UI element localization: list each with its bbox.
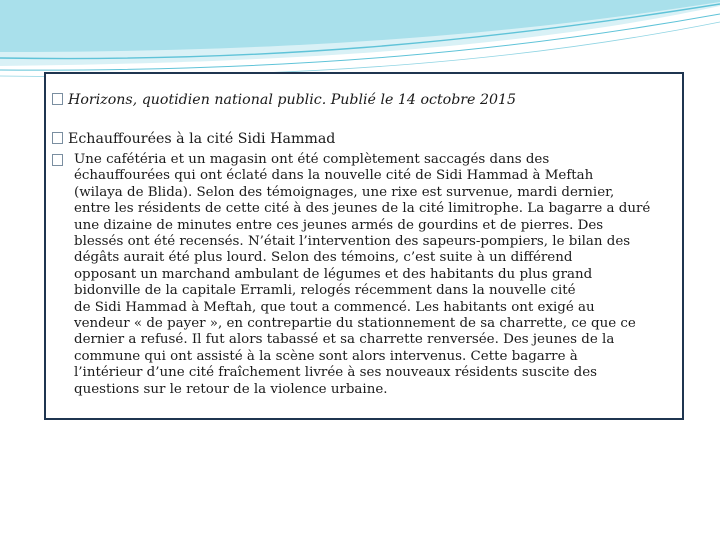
body-line: bidonville de la capitale Erramli, relogés récemment dans la nouvelle cité bbox=[74, 283, 576, 299]
body-line: dégâts aurait été plus lourd. Selon des témoins, c’est suite à un différend bbox=[74, 250, 573, 266]
body-line: entre les résidents de cette cité à des jeunes de la cité limitrophe. La bagarre a duré bbox=[74, 201, 651, 217]
body-line: vendeur « de payer », en contrepartie du stationnement de sa charrette, ce que ce bbox=[74, 316, 636, 332]
bullet-icon bbox=[52, 93, 63, 105]
body-line: blessés ont été recensés. N’était l’intervention des sapeurs-pompiers, le bilan des bbox=[74, 234, 631, 250]
body-line: Une cafétéria et un magasin ont été complètement saccagés dans des bbox=[74, 152, 550, 167]
body-line: échauffourées qui ont éclaté dans la nouvelle cité de Sidi Hammad à Meftah bbox=[74, 168, 594, 184]
header-text: Horizons, quotidien national public. Publié le 14 octobre 2015 bbox=[68, 92, 517, 108]
bullet-icon bbox=[52, 132, 63, 144]
body-line: l’intérieur d’une cité fraîchement livrée à ses nouveaux résidents suscite des bbox=[74, 365, 598, 381]
body-line: commune qui ont assisté à la scène sont alors intervenus. Cette bagarre à bbox=[74, 348, 578, 364]
body-line: opposant un marchand ambulant de légumes et des habitants du plus grand bbox=[74, 266, 593, 282]
body-line: (wilaya de Blida). Selon des témoignages, une rixe est survenue, mardi dernier, bbox=[74, 184, 615, 200]
body-line: questions sur le retour de la violence urbaine. bbox=[74, 381, 388, 397]
body-line: une dizaine de minutes entre ces jeunes armés de gourdins et de pierres. Des bbox=[74, 217, 604, 233]
article-title-line bbox=[52, 131, 335, 147]
article-title: Echauffourées à la cité Sidi Hammad bbox=[68, 131, 336, 147]
header-line bbox=[52, 92, 516, 108]
article-body bbox=[74, 152, 690, 398]
body-line: dernier a refusé. Il fut alors tabassé et sa charrette renversée. Des jeunes de la bbox=[74, 332, 615, 348]
body-line: de Sidi Hammad à Meftah, que tout a commencé. Les habitants ont exigé au bbox=[74, 299, 595, 315]
bullet-icon bbox=[52, 154, 63, 166]
